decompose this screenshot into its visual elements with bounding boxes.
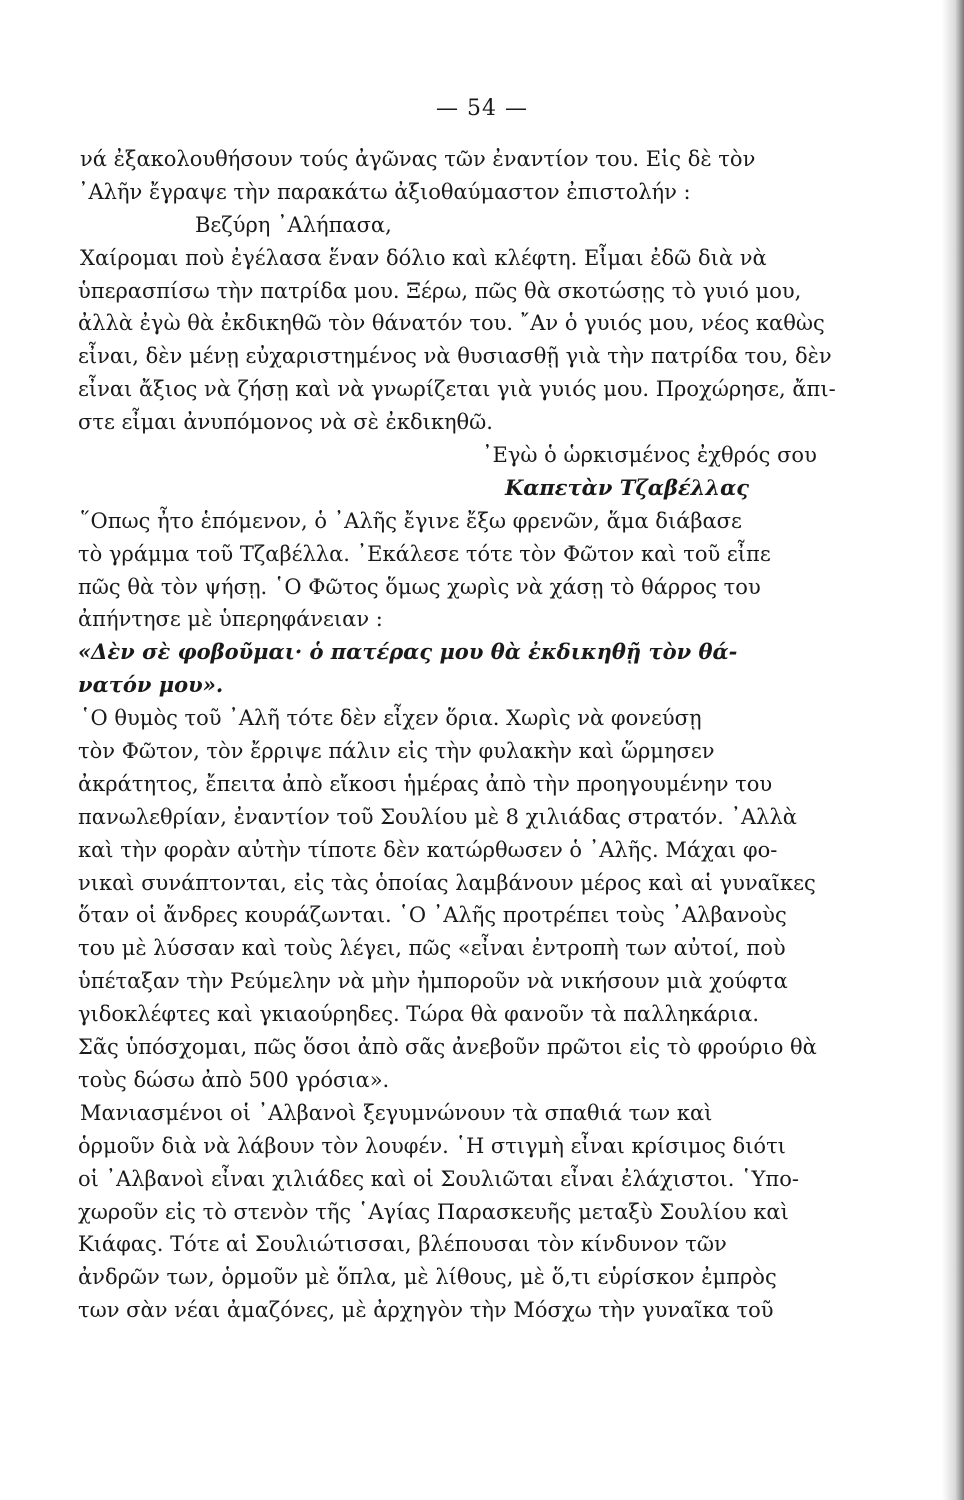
page-number: — 54 — xyxy=(436,96,528,121)
body-text xyxy=(78,143,878,1327)
letter-closing: ᾿Εγὼ ὁ ὡρκισμένος ἐχθρός σου xyxy=(482,443,817,468)
letter-salutation: Βεζύρη ᾿Αλήπασα, xyxy=(195,212,392,237)
text-line: τοὺς δώσω ἀπὸ 500 γρόσια». xyxy=(78,1067,390,1092)
text-line: ἀπήντησε μὲ ὑπερηφάνειαν : xyxy=(78,607,383,632)
text-line: ἀκράτητος, ἔπειτα ἀπὸ εἴκοσι ἡμέρας ἀπὸ τὴν προηγουμένην του xyxy=(78,771,773,796)
text-line: ᾿Αλῆν ἔγραψε τὴν παρακάτω ἀξιοθαύμαστον ἐπιστολήν : xyxy=(78,179,691,204)
text-line: εἶναι, δὲν μένῃ εὐχαριστημένος νὰ θυσιασθῇ γιὰ τὴν πατρίδα του, δὲν xyxy=(78,344,832,369)
text-line: ῾Ο θυμὸς τοῦ ᾿Αλῆ τότε δὲν εἶχεν ὅρια. Χωρὶς νὰ φονεύσῃ xyxy=(80,706,702,731)
text-line: του μὲ λύσσαν καὶ τοὺς λέγει, πῶς «εἶναι ἐντροπὴ των αὐτοί, ποὺ xyxy=(78,936,786,961)
text-line: Χαίρομαι ποὺ ἐγέλασα ἕναν δόλιο καὶ κλέφτη. Εἶμαι ἐδῶ διὰ νὰ xyxy=(80,245,767,270)
quote-line: «Δὲν σὲ φοβοῦμαι· ὁ πατέρας μου θὰ ἐκδικηθῇ τὸν θά- xyxy=(78,639,738,665)
letter-signature: Καπετὰν Τζαβέλλας xyxy=(505,474,750,500)
text-line: ῞Οπως ἦτο ἑπόμενον, ὁ ᾿Αλῆς ἔγινε ἔξω φρενῶν, ἅμα διάβασε xyxy=(80,508,742,533)
text-line: γιδοκλέφτες καὶ γκιαούρηδες. Τώρα θὰ φανοῦν τὰ παλληκάρια. xyxy=(78,1002,760,1027)
text-line: Σᾶς ὑπόσχομαι, πῶς ὅσοι ἀπὸ σᾶς ἀνεβοῦν πρῶτοι εἰς τὸ φρούριο θὰ xyxy=(78,1035,817,1060)
text-line: ὅταν οἱ ἄνδρες κουράζωνται. ῾Ο ᾿Αλῆς προτρέπει τοὺς ᾿Αλβανοὺς xyxy=(78,903,787,928)
text-line: των σὰν νέαι ἀμαζόνες, μὲ ἀρχηγὸν τὴν Μόσχω τὴν γυναῖκα τοῦ xyxy=(78,1298,774,1323)
text-line: στε εἶμαι ἀνυπόμονος νὰ σὲ ἐκδικηθῶ. xyxy=(78,410,493,435)
text-line: νικαὶ συνάπτονται, εἰς τὰς ὁποίας λαμβάνουν μέρος καὶ αἱ γυναῖκες xyxy=(78,870,816,895)
text-line: χωροῦν εἰς τὸ στενὸν τῆς ῾Αγίας Παρασκευῆς μεταξὺ Σουλίου καὶ xyxy=(78,1199,789,1224)
text-line: οἱ ᾿Αλβανοὶ εἶναι χιλιάδες καὶ οἱ Σουλιῶται εἶναι ἐλάχιστοι. ῾Υπο- xyxy=(78,1166,799,1191)
text-line: τὸ γράμμα τοῦ Τζαβέλλα. ᾿Εκάλεσε τότε τὸν Φῶτον καὶ τοῦ εἶπε xyxy=(78,541,771,566)
text-line: Μανιασμένοι οἱ ᾿Αλβανοὶ ξεγυμνώνουν τὰ σπαθιά των καὶ xyxy=(80,1100,713,1125)
text-line: καὶ τὴν φορὰν αὐτὴν τίποτε δὲν κατώρθωσεν ὁ ᾿Αλῆς. Μάχαι φο- xyxy=(78,837,778,862)
page-edge-shadow xyxy=(942,0,964,1500)
text-line: ὑπερασπίσω τὴν πατρίδα μου. Ξέρω, πῶς θὰ σκοτώσῃς τὸ γυιό μου, xyxy=(78,278,802,303)
text-line: ὁρμοῦν διὰ νὰ λάβουν τὸν λουφέν. ῾Η στιγμὴ εἶναι κρίσιμος διότι xyxy=(78,1133,786,1158)
text-line: τὸν Φῶτον, τὸν ἔρριψε πάλιν εἰς τὴν φυλακὴν καὶ ὥρμησεν xyxy=(78,739,715,764)
text-line: ἀνδρῶν των, ὁρμοῦν μὲ ὅπλα, μὲ λίθους, μὲ ὅ,τι εὑρίσκον ἐμπρὸς xyxy=(78,1265,777,1290)
text-line: νά ἐξακολουθήσουν τούς ἀγῶνας τῶν ἐναντίον του. Εἰς δὲ τὸν xyxy=(80,147,756,171)
text-line: εἶναι ἄξιος νὰ ζήσῃ καὶ νὰ γνωρίζεται γιὰ γυιός μου. Προχώρησε, ἄπι- xyxy=(78,377,836,402)
text-line: ἀλλὰ ἐγὼ θὰ ἐκδικηθῶ τὸν θάνατόν του. ῎Αν ὁ γυιός μου, νέος καθὼς xyxy=(78,311,825,336)
text-line: Κιάφας. Τότε αἱ Σουλιώτισσαι, βλέπουσαι τὸν κίνδυνον τῶν xyxy=(78,1232,727,1257)
text-line: πῶς θὰ τὸν ψήσῃ. ῾Ο Φῶτος ὅμως χωρὶς νὰ χάσῃ τὸ θάρρος του xyxy=(78,574,761,599)
quote-line: νατόν μου». xyxy=(78,672,224,698)
text-line: πανωλεθρίαν, ἐναντίον τοῦ Σουλίου μὲ 8 χιλιάδας στρατόν. ᾿Αλλὰ xyxy=(78,804,797,829)
text-line: ὑπέταξαν τὴν Ρεύμελην νὰ μὴν ἠμποροῦν νὰ νικήσουν μιὰ χούφτα xyxy=(78,969,788,994)
